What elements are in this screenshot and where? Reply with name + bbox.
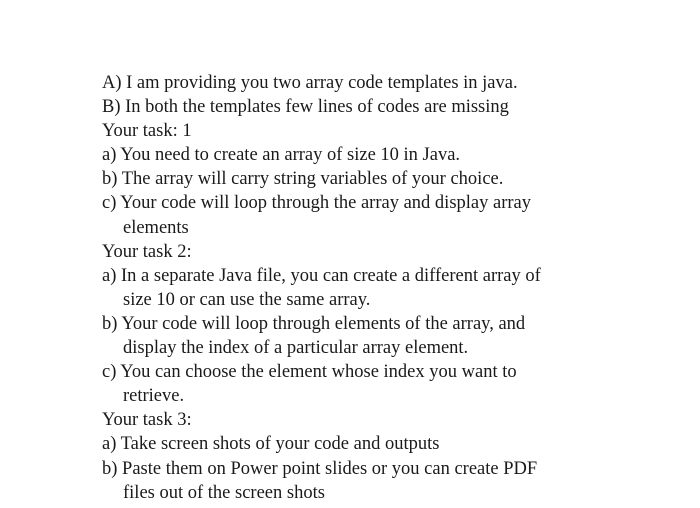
task3-heading: Your task 3: <box>102 410 192 431</box>
task1-item-a: a) You need to create an array of size 10 in Java. <box>102 145 461 166</box>
task1-item-c-cont: elements <box>123 217 189 238</box>
task2-item-b: b) Your code will loop through elements of the array, and <box>102 313 526 334</box>
task3-item-b-cont: files out of the screen shots <box>123 482 325 503</box>
task1-item-b: b) The array will carry string variables of your choice. <box>102 169 504 190</box>
task2-item-b-cont: display the index of a particular array element. <box>123 338 469 359</box>
task2-item-a-cont: size 10 or can use the same array. <box>123 289 371 310</box>
line-intro-a: A) I am providing you two array code templates in java. <box>102 73 518 93</box>
task3-item-a: a) Take screen shots of your code and outputs <box>102 434 440 455</box>
task2-heading: Your task 2: <box>102 241 192 262</box>
task1-heading: Your task: 1 <box>102 121 192 142</box>
line-intro-b: B) In both the templates few lines of codes are missing <box>102 97 509 118</box>
task2-item-a: a) In a separate Java file, you can create a different array of <box>102 265 541 286</box>
task1-item-c: c) Your code will loop through the array and display array <box>102 193 531 214</box>
instructions-text <box>102 71 682 505</box>
task2-item-c: c) You can choose the element whose index you want to <box>102 362 517 383</box>
task3-item-b: b) Paste them on Power point slides or you can create PDF <box>102 458 538 479</box>
task2-item-c-cont: retrieve. <box>123 386 185 407</box>
